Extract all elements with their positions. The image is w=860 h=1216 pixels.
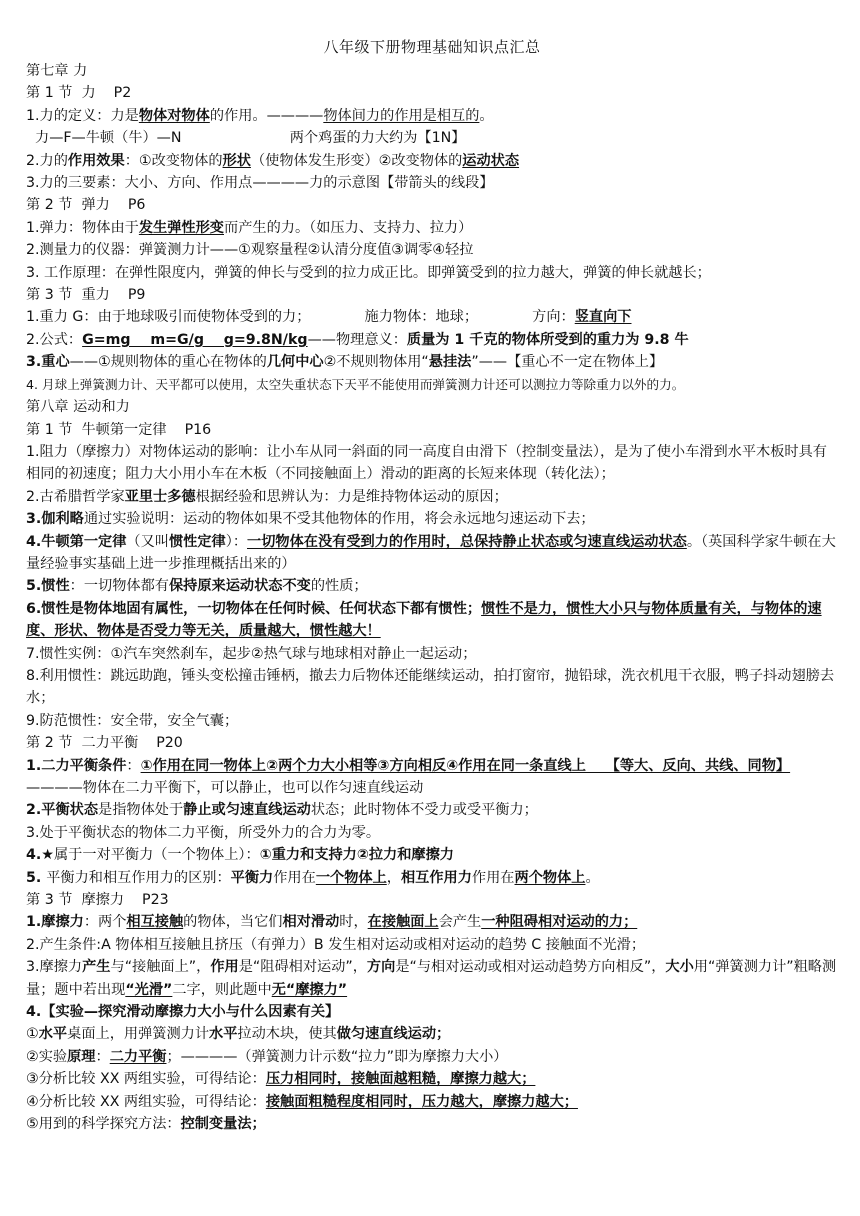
text-run: 相互接触 xyxy=(126,914,184,931)
text-run: 用“弹簧测力计”粗略测量；题中若出现 xyxy=(26,959,837,998)
text-run: 平衡力和相互作用力的区别： xyxy=(46,869,231,886)
text-run: ， xyxy=(386,869,401,886)
text-run: 大小 xyxy=(665,959,694,976)
text-line xyxy=(26,150,838,172)
text-run: 与“接触面上”， xyxy=(110,959,211,976)
text-run: ——①规则物体的重心在物体的 xyxy=(69,354,267,371)
text-run: 7.惯性实例：①汽车突然刹车，起步②热气球与地球相对静止一起运动； xyxy=(26,645,477,662)
text-run: 5. xyxy=(26,869,47,886)
text-run: 。（英国科学家牛顿在大量经验事实基础上进一步推理概括出来的） xyxy=(26,533,836,572)
text-run: 2.力的 xyxy=(26,152,68,169)
text-run: ）： xyxy=(225,533,248,550)
text-run: 3. 工作原理：在弹性限度内，弹簧的伸长与受到的拉力成正比。即弹簧受到的拉力越大，弹簧的伸长就越长； xyxy=(26,264,711,281)
text-line xyxy=(26,755,838,800)
text-line xyxy=(26,82,838,104)
text-run: 作用在 xyxy=(471,869,515,886)
text-line xyxy=(26,194,838,216)
text-run: 两个物体上 xyxy=(514,869,586,886)
text-line xyxy=(26,127,838,149)
text-run: ①重力和支持力②拉力和摩擦力 xyxy=(259,847,454,864)
text-line xyxy=(26,1113,838,1135)
text-run: 3.重心 xyxy=(26,354,70,371)
text-run: 作用效果 xyxy=(67,152,125,169)
text-run: “光滑” xyxy=(125,981,173,998)
text-run: 。 xyxy=(585,869,600,886)
text-run: 第 2 节 二力平衡 P20 xyxy=(26,735,183,752)
text-run: ： xyxy=(126,757,141,774)
text-run: 。 xyxy=(479,107,494,124)
text-run: 一切物体在没有受到力的作用时，总保持静止状态或匀速直线运动状态 xyxy=(247,533,687,550)
text-run: 3.伽利略 xyxy=(26,511,84,528)
text-run: ： xyxy=(95,1048,110,1065)
text-line xyxy=(26,934,838,956)
text-run: ：①改变物体的 xyxy=(124,152,223,169)
text-line xyxy=(26,710,838,732)
text-run: 是“阻碍相对运动”， xyxy=(238,959,367,976)
text-run: 第 1 节 牛顿第一定律 P16 xyxy=(26,421,212,438)
text-line xyxy=(26,396,838,418)
text-run: 的物体，当它们 xyxy=(183,914,283,931)
text-line xyxy=(26,329,838,351)
text-run: 5.惯性 xyxy=(26,578,70,595)
text-run: ⑤用到的科学探究方法： xyxy=(26,1116,181,1133)
text-run: 作用 xyxy=(210,959,239,976)
text-run: ①作用在同一物体上②两个力大小相等③方向相反④作用在同一条直线上 【等大、反向、共线、同物】 xyxy=(140,757,791,774)
text-line xyxy=(26,508,838,530)
text-run: 竖直向下 xyxy=(574,309,632,326)
text-line xyxy=(26,844,838,866)
text-run: 原理 xyxy=(67,1048,96,1065)
text-line xyxy=(26,217,838,239)
text-run: 3.处于平衡状态的物体二力平衡，所受外力的合力为零。 xyxy=(26,824,381,841)
text-run: 9.防范惯性：安全带，安全气囊； xyxy=(26,712,239,729)
text-run: 第七章 力 xyxy=(26,63,88,79)
text-run: 1.二力平衡条件 xyxy=(26,757,127,774)
text-run: ③分析比较 XX 两组实验，可得结论： xyxy=(26,1071,266,1088)
text-run: 作用在 xyxy=(273,869,316,886)
text-line xyxy=(26,575,838,597)
text-run: 二力平衡 xyxy=(109,1048,167,1065)
text-run: ②实验 xyxy=(26,1048,68,1065)
text-line xyxy=(26,351,838,373)
text-run: 通过实验说明：运动的物体如果不受其他物体的作用，将会永远地匀速运动下去； xyxy=(83,511,595,528)
text-run: 压力相同时，接触面越粗糙，摩擦力越大； xyxy=(265,1071,536,1088)
text-run: 接触面粗糙程度相同时，压力越大，摩擦力越大； xyxy=(265,1093,578,1110)
text-line xyxy=(26,732,838,754)
text-run: ：一切物体都有 xyxy=(69,578,169,595)
text-run: 而产生的力。（如压力、支持力、拉力） xyxy=(224,219,473,236)
text-line xyxy=(26,911,838,933)
text-run: 形状 xyxy=(222,152,251,169)
text-run: 惯性定律 xyxy=(168,533,226,550)
text-run: 惯性不是力，惯性大小只与物体质量有关，与物体的速度、形状、物体是否受力等无关，质量越大，惯性越大！ xyxy=(26,600,822,640)
text-run: ：两个 xyxy=(83,914,127,931)
text-run: 6.惯性是物体地固有属性，一切物体在任何时候、任何状态下都有惯性； xyxy=(26,600,482,617)
text-run: 的作用。———— xyxy=(209,107,324,124)
text-run: 产生 xyxy=(82,959,111,976)
text-run: 3.力的三要素：大小、方向、作用点————力的示意图【带箭头的线段】 xyxy=(26,175,494,192)
text-run: ；————（弹簧测力计示数“拉力”即为摩擦力大小） xyxy=(166,1048,508,1065)
text-run: 2.平衡状态 xyxy=(26,802,99,819)
text-line xyxy=(26,306,838,328)
text-run: 4.牛顿第一定律 xyxy=(26,533,127,550)
text-run: 二字，则此题中 xyxy=(172,981,272,998)
document-body xyxy=(26,60,838,1136)
text-line xyxy=(26,1091,838,1113)
text-run: 是指物体处于 xyxy=(98,802,184,819)
text-line xyxy=(26,643,838,665)
text-run: 第 2 节 弹力 P6 xyxy=(26,197,146,214)
text-line xyxy=(26,486,838,508)
text-run: 的性质； xyxy=(310,578,368,595)
text-line xyxy=(26,419,838,441)
text-run: 第八章 运动和力 xyxy=(26,399,130,416)
text-run: 桌面上，用弹簧测力计 xyxy=(67,1026,210,1043)
text-run: G=mg m=G/g g=9.8N/kg xyxy=(82,331,308,348)
text-line xyxy=(26,284,838,306)
text-run: 静止或匀速直线运动 xyxy=(183,802,311,819)
text-line xyxy=(26,598,838,643)
text-run: 几何中心 xyxy=(266,354,324,371)
text-run: （使物体发生形变）②改变物体的 xyxy=(250,152,463,169)
text-run: 无“摩擦力” xyxy=(271,981,348,998)
text-run: 发生弹性形变 xyxy=(138,219,224,236)
text-run: 控制变量法； xyxy=(180,1116,266,1133)
text-run: 2.产生条件:A 物体相互接触且挤压（有弹力）B 发生相对运动或相对运动的趋势 C 接触面不光滑； xyxy=(26,936,646,953)
text-line xyxy=(26,665,838,710)
text-run: 相互作用力 xyxy=(400,869,472,886)
text-run: 水平 xyxy=(38,1026,68,1043)
text-run: 力—F—牛顿（牛）—N 两个鸡蛋的力大约为【1N】 xyxy=(26,130,466,147)
text-run: 状态；此时物体不受力或受平衡力； xyxy=(310,802,538,819)
text-line xyxy=(26,105,838,127)
text-run: 第 3 节 摩擦力 P23 xyxy=(26,892,169,909)
text-line xyxy=(26,1068,838,1090)
text-run: 1.阻力（摩擦力）对物体运动的影响：让小车从同一斜面的同一高度自由滑下（控制变量法），是为了使小车滑到水平木板时具有相同的初速度；阻力大小用小车在木板（不同接触面上）滑动的距离的长短来体现（转化法）； xyxy=(26,443,827,483)
text-run: 时， xyxy=(339,914,368,931)
text-line xyxy=(26,1046,838,1068)
text-run: （又叫 xyxy=(126,533,169,550)
text-run: 运动状态 xyxy=(462,152,520,169)
text-run: 属于一对平衡力（一个物体上）： xyxy=(53,847,260,864)
text-line xyxy=(26,1023,838,1045)
text-run: 第 1 节 力 P2 xyxy=(26,85,132,102)
text-run: 一个物体上 xyxy=(315,869,387,886)
text-run: ”——【重心不一定在物体上】 xyxy=(471,354,664,371)
text-line xyxy=(26,172,838,194)
text-run: 方向 xyxy=(366,959,396,976)
text-run: 1.摩擦力 xyxy=(26,914,84,931)
text-run: 物体对物体 xyxy=(138,107,210,124)
text-run: 3.摩擦力 xyxy=(26,959,83,976)
text-run: 2.古希腊哲学家 xyxy=(26,488,125,505)
text-run: ②不规则物体用“ xyxy=(323,354,429,371)
text-run: 亚里士多德 xyxy=(124,488,196,505)
text-run: 8.利用惯性：跳远助跑，锤头变松撞击锤柄，撤去力后物体还能继续运动，拍打窗帘，抛铅球，洗衣机甩干衣服，鸭子抖动翅膀去水； xyxy=(26,667,835,707)
text-run: 拉动木块，使其 xyxy=(237,1026,337,1043)
text-line xyxy=(26,374,838,396)
text-run: 相对滑动 xyxy=(282,914,340,931)
text-line xyxy=(26,1001,838,1023)
text-line xyxy=(26,867,838,889)
text-line xyxy=(26,956,838,1001)
text-line xyxy=(26,60,838,82)
document-page xyxy=(26,36,838,1136)
document-title: 八年级下册物理基础知识点汇总 xyxy=(323,38,541,56)
text-run: 1.弹力：物体由于 xyxy=(26,219,139,236)
text-line xyxy=(26,799,838,821)
text-run: ① xyxy=(26,1026,39,1043)
text-run: 一种阻碍相对运动的力； xyxy=(481,914,638,931)
text-run: 会产生 xyxy=(438,914,482,931)
text-run: 1.力的定义：力是 xyxy=(26,107,139,124)
text-run: 2.测量力的仪器：弹簧测力计——①观察量程②认清分度值③调零④轻拉 xyxy=(26,242,474,259)
text-line xyxy=(26,262,838,284)
text-run: ————物体在二力平衡下，可以静止，也可以作匀速直线运动 xyxy=(26,780,424,796)
text-run: 平衡力 xyxy=(230,869,274,886)
text-run: 4. 月球上弹簧测力计、天平都可以使用，太空失重状态下天平不能使用而弹簧测力计还可以测拉力等除重力以外的力。 xyxy=(26,376,685,392)
text-line xyxy=(26,889,838,911)
text-run: 4.【实验—探究滑动摩擦力大小与什么因素有关】 xyxy=(26,1004,340,1021)
text-run: 是“与相对运动或相对运动趋势方向相反”， xyxy=(395,959,666,976)
text-run: 4.★ xyxy=(26,847,54,864)
text-run: 在接触面上 xyxy=(367,914,439,931)
text-line xyxy=(26,239,838,261)
text-run: 1.重力 G：由于地球吸引而使物体受到的力； 施力物体：地球； 方向： xyxy=(26,309,575,326)
text-run: 保持原来运动状态不变 xyxy=(168,578,311,595)
text-run: ④分析比较 XX 两组实验，可得结论： xyxy=(26,1093,266,1110)
text-run: ——物理意义： xyxy=(307,331,407,348)
text-run: 做匀速直线运动； xyxy=(336,1026,451,1043)
text-run: 水平 xyxy=(209,1026,238,1043)
text-run: 物体间力的作用是相互的 xyxy=(323,107,480,124)
text-run: 根据经验和思辨认为：力是维持物体运动的原因； xyxy=(195,488,508,505)
text-run: 第 3 节 重力 P9 xyxy=(26,287,146,304)
text-line xyxy=(26,822,838,844)
text-run: 悬挂法 xyxy=(428,354,472,371)
text-line xyxy=(26,441,838,486)
text-run: 质量为 1 千克的物体所受到的重力为 9.8 牛 xyxy=(406,331,689,348)
text-run: 2.公式： xyxy=(26,331,83,348)
text-line xyxy=(26,531,838,576)
